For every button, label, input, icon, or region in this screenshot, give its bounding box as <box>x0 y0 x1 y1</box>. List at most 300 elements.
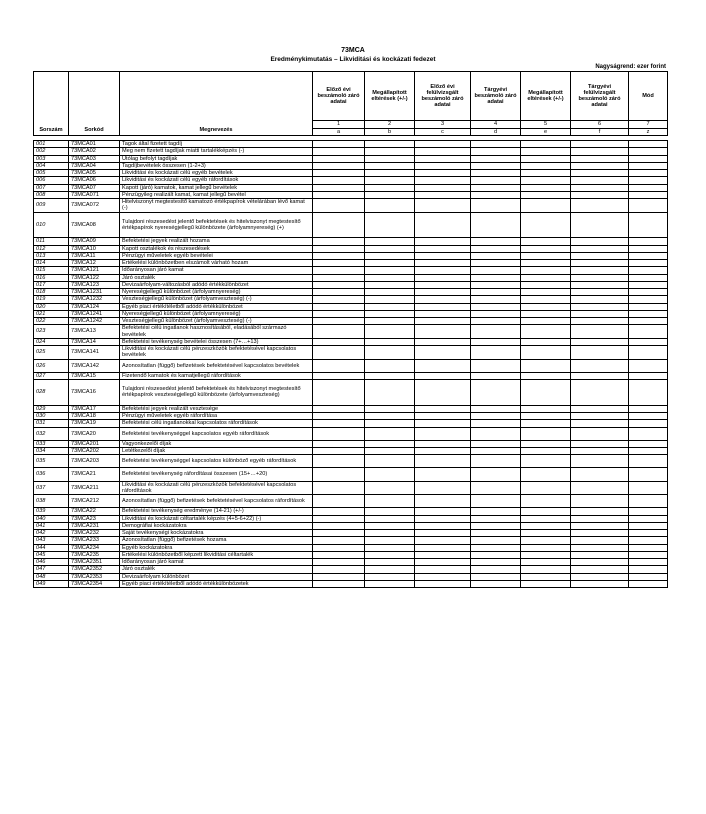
value-cell[interactable] <box>415 447 471 454</box>
value-cell[interactable] <box>313 468 365 481</box>
value-cell[interactable] <box>471 379 521 405</box>
value-cell[interactable] <box>365 508 415 515</box>
value-cell[interactable] <box>313 530 365 537</box>
value-cell[interactable] <box>629 420 668 427</box>
value-cell[interactable] <box>365 580 415 587</box>
value-cell[interactable] <box>471 455 521 468</box>
value-cell[interactable] <box>471 468 521 481</box>
value-cell[interactable] <box>571 310 629 317</box>
value-cell[interactable] <box>313 508 365 515</box>
value-cell[interactable] <box>521 212 571 238</box>
value-cell[interactable] <box>629 238 668 245</box>
value-cell[interactable] <box>471 338 521 345</box>
value-cell[interactable] <box>629 274 668 281</box>
value-cell[interactable] <box>471 267 521 274</box>
value-cell[interactable] <box>365 413 415 420</box>
value-cell[interactable] <box>521 245 571 252</box>
value-cell[interactable] <box>629 447 668 454</box>
value-cell[interactable] <box>571 508 629 515</box>
value-cell[interactable] <box>471 508 521 515</box>
value-cell[interactable] <box>313 372 365 379</box>
value-cell[interactable] <box>629 318 668 325</box>
value-cell[interactable] <box>313 551 365 558</box>
value-cell[interactable] <box>415 141 471 148</box>
value-cell[interactable] <box>365 447 415 454</box>
value-cell[interactable] <box>471 427 521 440</box>
value-cell[interactable] <box>521 274 571 281</box>
value-cell[interactable] <box>313 318 365 325</box>
value-cell[interactable] <box>365 296 415 303</box>
value-cell[interactable] <box>571 447 629 454</box>
value-cell[interactable] <box>365 141 415 148</box>
value-cell[interactable] <box>471 515 521 522</box>
value-cell[interactable] <box>313 245 365 252</box>
value-cell[interactable] <box>521 162 571 169</box>
value-cell[interactable] <box>415 260 471 267</box>
value-cell[interactable] <box>571 530 629 537</box>
value-cell[interactable] <box>571 455 629 468</box>
value-cell[interactable] <box>471 559 521 566</box>
value-cell[interactable] <box>571 238 629 245</box>
value-cell[interactable] <box>571 199 629 213</box>
value-cell[interactable] <box>415 413 471 420</box>
value-cell[interactable] <box>471 566 521 573</box>
value-cell[interactable] <box>629 184 668 191</box>
value-cell[interactable] <box>415 338 471 345</box>
value-cell[interactable] <box>521 338 571 345</box>
value-cell[interactable] <box>521 303 571 310</box>
value-cell[interactable] <box>629 177 668 184</box>
value-cell[interactable] <box>629 338 668 345</box>
value-cell[interactable] <box>521 440 571 447</box>
value-cell[interactable] <box>313 359 365 372</box>
value-cell[interactable] <box>521 318 571 325</box>
value-cell[interactable] <box>313 289 365 296</box>
value-cell[interactable] <box>629 515 668 522</box>
value-cell[interactable] <box>313 580 365 587</box>
value-cell[interactable] <box>415 191 471 198</box>
value-cell[interactable] <box>571 566 629 573</box>
value-cell[interactable] <box>313 447 365 454</box>
value-cell[interactable] <box>313 522 365 529</box>
value-cell[interactable] <box>571 413 629 420</box>
value-cell[interactable] <box>365 252 415 259</box>
value-cell[interactable] <box>415 515 471 522</box>
value-cell[interactable] <box>629 566 668 573</box>
value-cell[interactable] <box>471 191 521 198</box>
value-cell[interactable] <box>365 170 415 177</box>
value-cell[interactable] <box>629 359 668 372</box>
value-cell[interactable] <box>629 559 668 566</box>
value-cell[interactable] <box>471 281 521 288</box>
value-cell[interactable] <box>571 522 629 529</box>
value-cell[interactable] <box>365 455 415 468</box>
value-cell[interactable] <box>471 274 521 281</box>
value-cell[interactable] <box>365 148 415 155</box>
value-cell[interactable] <box>629 580 668 587</box>
value-cell[interactable] <box>313 455 365 468</box>
value-cell[interactable] <box>415 544 471 551</box>
value-cell[interactable] <box>571 359 629 372</box>
value-cell[interactable] <box>415 318 471 325</box>
value-cell[interactable] <box>313 296 365 303</box>
value-cell[interactable] <box>415 296 471 303</box>
value-cell[interactable] <box>629 191 668 198</box>
value-cell[interactable] <box>365 420 415 427</box>
value-cell[interactable] <box>313 325 365 339</box>
value-cell[interactable] <box>571 405 629 412</box>
value-cell[interactable] <box>313 413 365 420</box>
value-cell[interactable] <box>521 495 571 508</box>
value-cell[interactable] <box>471 346 521 360</box>
value-cell[interactable] <box>365 530 415 537</box>
value-cell[interactable] <box>571 296 629 303</box>
value-cell[interactable] <box>571 148 629 155</box>
value-cell[interactable] <box>365 260 415 267</box>
value-cell[interactable] <box>415 267 471 274</box>
value-cell[interactable] <box>471 544 521 551</box>
value-cell[interactable] <box>629 481 668 495</box>
value-cell[interactable] <box>365 427 415 440</box>
value-cell[interactable] <box>629 544 668 551</box>
value-cell[interactable] <box>521 515 571 522</box>
value-cell[interactable] <box>313 267 365 274</box>
value-cell[interactable] <box>521 170 571 177</box>
value-cell[interactable] <box>365 522 415 529</box>
value-cell[interactable] <box>471 495 521 508</box>
value-cell[interactable] <box>571 372 629 379</box>
value-cell[interactable] <box>365 184 415 191</box>
value-cell[interactable] <box>629 325 668 339</box>
value-cell[interactable] <box>415 245 471 252</box>
value-cell[interactable] <box>415 177 471 184</box>
value-cell[interactable] <box>415 162 471 169</box>
value-cell[interactable] <box>571 184 629 191</box>
value-cell[interactable] <box>471 359 521 372</box>
value-cell[interactable] <box>365 281 415 288</box>
value-cell[interactable] <box>365 359 415 372</box>
value-cell[interactable] <box>313 148 365 155</box>
value-cell[interactable] <box>521 325 571 339</box>
value-cell[interactable] <box>571 212 629 238</box>
value-cell[interactable] <box>365 238 415 245</box>
value-cell[interactable] <box>521 537 571 544</box>
value-cell[interactable] <box>629 372 668 379</box>
value-cell[interactable] <box>629 170 668 177</box>
value-cell[interactable] <box>313 260 365 267</box>
value-cell[interactable] <box>415 537 471 544</box>
value-cell[interactable] <box>629 530 668 537</box>
value-cell[interactable] <box>415 566 471 573</box>
value-cell[interactable] <box>415 508 471 515</box>
value-cell[interactable] <box>471 522 521 529</box>
value-cell[interactable] <box>415 580 471 587</box>
value-cell[interactable] <box>471 177 521 184</box>
value-cell[interactable] <box>629 573 668 580</box>
value-cell[interactable] <box>415 372 471 379</box>
value-cell[interactable] <box>521 427 571 440</box>
value-cell[interactable] <box>415 303 471 310</box>
value-cell[interactable] <box>415 468 471 481</box>
value-cell[interactable] <box>365 199 415 213</box>
value-cell[interactable] <box>365 559 415 566</box>
value-cell[interactable] <box>571 420 629 427</box>
value-cell[interactable] <box>313 495 365 508</box>
value-cell[interactable] <box>471 318 521 325</box>
value-cell[interactable] <box>415 573 471 580</box>
value-cell[interactable] <box>415 310 471 317</box>
value-cell[interactable] <box>571 289 629 296</box>
value-cell[interactable] <box>521 405 571 412</box>
value-cell[interactable] <box>471 372 521 379</box>
value-cell[interactable] <box>471 238 521 245</box>
value-cell[interactable] <box>415 522 471 529</box>
value-cell[interactable] <box>471 155 521 162</box>
value-cell[interactable] <box>471 420 521 427</box>
value-cell[interactable] <box>521 530 571 537</box>
value-cell[interactable] <box>629 289 668 296</box>
value-cell[interactable] <box>415 427 471 440</box>
value-cell[interactable] <box>415 379 471 405</box>
value-cell[interactable] <box>571 274 629 281</box>
value-cell[interactable] <box>471 440 521 447</box>
value-cell[interactable] <box>629 199 668 213</box>
value-cell[interactable] <box>571 427 629 440</box>
value-cell[interactable] <box>521 148 571 155</box>
value-cell[interactable] <box>629 508 668 515</box>
value-cell[interactable] <box>571 318 629 325</box>
value-cell[interactable] <box>471 245 521 252</box>
value-cell[interactable] <box>629 522 668 529</box>
value-cell[interactable] <box>313 338 365 345</box>
value-cell[interactable] <box>571 573 629 580</box>
value-cell[interactable] <box>471 573 521 580</box>
value-cell[interactable] <box>313 515 365 522</box>
value-cell[interactable] <box>313 212 365 238</box>
value-cell[interactable] <box>313 238 365 245</box>
value-cell[interactable] <box>365 212 415 238</box>
value-cell[interactable] <box>629 551 668 558</box>
value-cell[interactable] <box>471 580 521 587</box>
value-cell[interactable] <box>313 155 365 162</box>
value-cell[interactable] <box>471 260 521 267</box>
value-cell[interactable] <box>521 296 571 303</box>
value-cell[interactable] <box>313 420 365 427</box>
value-cell[interactable] <box>629 495 668 508</box>
value-cell[interactable] <box>313 346 365 360</box>
value-cell[interactable] <box>521 238 571 245</box>
value-cell[interactable] <box>629 162 668 169</box>
value-cell[interactable] <box>571 379 629 405</box>
value-cell[interactable] <box>521 551 571 558</box>
value-cell[interactable] <box>521 177 571 184</box>
value-cell[interactable] <box>415 551 471 558</box>
value-cell[interactable] <box>313 252 365 259</box>
value-cell[interactable] <box>313 559 365 566</box>
value-cell[interactable] <box>629 155 668 162</box>
value-cell[interactable] <box>365 481 415 495</box>
value-cell[interactable] <box>571 245 629 252</box>
value-cell[interactable] <box>313 162 365 169</box>
value-cell[interactable] <box>415 212 471 238</box>
value-cell[interactable] <box>521 413 571 420</box>
value-cell[interactable] <box>365 267 415 274</box>
value-cell[interactable] <box>571 303 629 310</box>
value-cell[interactable] <box>471 413 521 420</box>
value-cell[interactable] <box>313 141 365 148</box>
value-cell[interactable] <box>313 544 365 551</box>
value-cell[interactable] <box>415 281 471 288</box>
value-cell[interactable] <box>365 310 415 317</box>
value-cell[interactable] <box>313 310 365 317</box>
value-cell[interactable] <box>313 573 365 580</box>
value-cell[interactable] <box>521 559 571 566</box>
value-cell[interactable] <box>365 338 415 345</box>
value-cell[interactable] <box>415 495 471 508</box>
value-cell[interactable] <box>471 325 521 339</box>
value-cell[interactable] <box>365 245 415 252</box>
value-cell[interactable] <box>521 508 571 515</box>
value-cell[interactable] <box>571 468 629 481</box>
value-cell[interactable] <box>629 260 668 267</box>
value-cell[interactable] <box>521 566 571 573</box>
value-cell[interactable] <box>629 310 668 317</box>
value-cell[interactable] <box>415 289 471 296</box>
value-cell[interactable] <box>313 184 365 191</box>
value-cell[interactable] <box>471 162 521 169</box>
value-cell[interactable] <box>471 296 521 303</box>
value-cell[interactable] <box>415 359 471 372</box>
value-cell[interactable] <box>313 303 365 310</box>
value-cell[interactable] <box>313 440 365 447</box>
value-cell[interactable] <box>629 468 668 481</box>
value-cell[interactable] <box>471 199 521 213</box>
value-cell[interactable] <box>521 359 571 372</box>
value-cell[interactable] <box>415 325 471 339</box>
value-cell[interactable] <box>571 515 629 522</box>
value-cell[interactable] <box>521 420 571 427</box>
value-cell[interactable] <box>365 372 415 379</box>
value-cell[interactable] <box>365 155 415 162</box>
value-cell[interactable] <box>415 346 471 360</box>
value-cell[interactable] <box>415 148 471 155</box>
value-cell[interactable] <box>365 537 415 544</box>
value-cell[interactable] <box>571 177 629 184</box>
value-cell[interactable] <box>313 427 365 440</box>
value-cell[interactable] <box>521 379 571 405</box>
value-cell[interactable] <box>629 405 668 412</box>
value-cell[interactable] <box>471 537 521 544</box>
value-cell[interactable] <box>571 440 629 447</box>
value-cell[interactable] <box>571 281 629 288</box>
value-cell[interactable] <box>521 447 571 454</box>
value-cell[interactable] <box>629 427 668 440</box>
value-cell[interactable] <box>521 155 571 162</box>
value-cell[interactable] <box>571 537 629 544</box>
value-cell[interactable] <box>629 379 668 405</box>
value-cell[interactable] <box>365 303 415 310</box>
value-cell[interactable] <box>629 413 668 420</box>
value-cell[interactable] <box>629 252 668 259</box>
value-cell[interactable] <box>415 274 471 281</box>
value-cell[interactable] <box>521 346 571 360</box>
value-cell[interactable] <box>521 191 571 198</box>
value-cell[interactable] <box>629 281 668 288</box>
value-cell[interactable] <box>415 170 471 177</box>
value-cell[interactable] <box>521 267 571 274</box>
value-cell[interactable] <box>415 238 471 245</box>
value-cell[interactable] <box>365 405 415 412</box>
value-cell[interactable] <box>471 148 521 155</box>
value-cell[interactable] <box>471 184 521 191</box>
value-cell[interactable] <box>415 440 471 447</box>
value-cell[interactable] <box>521 580 571 587</box>
value-cell[interactable] <box>365 515 415 522</box>
value-cell[interactable] <box>571 260 629 267</box>
value-cell[interactable] <box>415 530 471 537</box>
value-cell[interactable] <box>521 468 571 481</box>
value-cell[interactable] <box>521 455 571 468</box>
value-cell[interactable] <box>571 170 629 177</box>
value-cell[interactable] <box>571 559 629 566</box>
value-cell[interactable] <box>471 481 521 495</box>
value-cell[interactable] <box>313 379 365 405</box>
value-cell[interactable] <box>365 318 415 325</box>
value-cell[interactable] <box>571 252 629 259</box>
value-cell[interactable] <box>313 481 365 495</box>
value-cell[interactable] <box>415 184 471 191</box>
value-cell[interactable] <box>365 289 415 296</box>
value-cell[interactable] <box>313 537 365 544</box>
value-cell[interactable] <box>471 303 521 310</box>
value-cell[interactable] <box>365 325 415 339</box>
value-cell[interactable] <box>471 252 521 259</box>
value-cell[interactable] <box>629 455 668 468</box>
value-cell[interactable] <box>365 495 415 508</box>
value-cell[interactable] <box>415 455 471 468</box>
value-cell[interactable] <box>471 405 521 412</box>
value-cell[interactable] <box>415 405 471 412</box>
value-cell[interactable] <box>629 440 668 447</box>
value-cell[interactable] <box>571 338 629 345</box>
value-cell[interactable] <box>571 551 629 558</box>
value-cell[interactable] <box>521 372 571 379</box>
value-cell[interactable] <box>365 440 415 447</box>
value-cell[interactable] <box>365 544 415 551</box>
value-cell[interactable] <box>521 481 571 495</box>
value-cell[interactable] <box>313 274 365 281</box>
value-cell[interactable] <box>571 155 629 162</box>
value-cell[interactable] <box>571 495 629 508</box>
value-cell[interactable] <box>313 281 365 288</box>
value-cell[interactable] <box>471 170 521 177</box>
value-cell[interactable] <box>415 481 471 495</box>
value-cell[interactable] <box>365 191 415 198</box>
value-cell[interactable] <box>313 170 365 177</box>
value-cell[interactable] <box>521 252 571 259</box>
value-cell[interactable] <box>521 289 571 296</box>
value-cell[interactable] <box>365 573 415 580</box>
value-cell[interactable] <box>415 252 471 259</box>
value-cell[interactable] <box>415 155 471 162</box>
value-cell[interactable] <box>629 346 668 360</box>
value-cell[interactable] <box>313 405 365 412</box>
value-cell[interactable] <box>571 191 629 198</box>
value-cell[interactable] <box>629 245 668 252</box>
value-cell[interactable] <box>629 212 668 238</box>
value-cell[interactable] <box>471 310 521 317</box>
value-cell[interactable] <box>629 296 668 303</box>
